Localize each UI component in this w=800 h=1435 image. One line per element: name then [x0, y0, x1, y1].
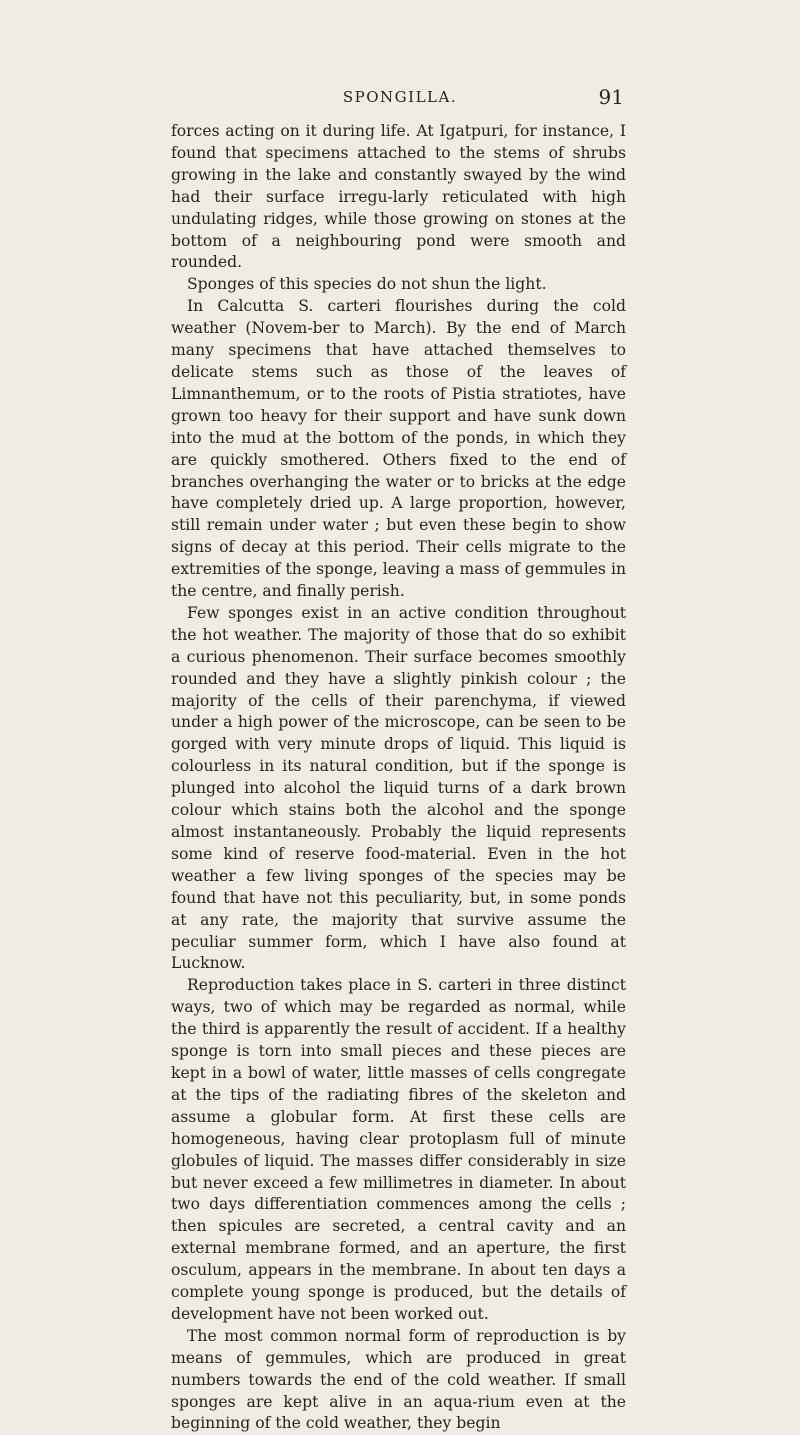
- running-head: [0, 85, 800, 110]
- page-number: 91: [598, 85, 624, 109]
- running-title: SPONGILLA.: [342, 88, 458, 106]
- paragraph: Sponges of this species do not shun the light.: [187, 275, 547, 294]
- paragraph: The most common normal form of reproduction is by means of gemmules, which are produced in great numbers towards the end of the cold weather. If small sponges are kept alive in an aqua-rium even at the beginning of the cold weather, they begin: [171, 1326, 626, 1433]
- paragraph: In Calcutta S. carteri flourishes during the cold weather (Novem-ber to March). By the end of March many specimens that have attached themselves to delicate stems such as those of the leaves of Limnanthemum, or to the roots of Pistia stratiotes, have grown too heavy for their support and have sunk down into the mud at the bottom of the ponds, in which they are quickly smothered. Others fixed to the end of branches overhanging the water or to bricks at the edge have completely dried up. A large proportion, however, still remain under water ; but even these begin to show signs of decay at this period. Their cells migrate to the extremities of the sponge, leaving a mass of gemmules in the centre, and finally perish.: [171, 297, 626, 601]
- paragraph: Few sponges exist in an active condition throughout the hot weather. The majority of those that do so exhibit a curious phenomenon. Their surface becomes smoothly rounded and they have a slightly pinkish colour ; the majority of the cells of their parenchyma, if viewed under a high power of the microscope, can be seen to be gorged with very minute drops of liquid. This liquid is colourless in its natural condition, but if the sponge is plunged into alcohol the liquid turns of a dark brown colour which stains both the alcohol and the sponge almost instantaneously. Probably the liquid represents some kind of reserve food-material. Even in the hot weather a few living sponges of the species may be found that have not this peculiarity, but, in some ponds at any rate, the majority that survive assume the peculiar summer form, which I have also found at Lucknow.: [171, 603, 626, 973]
- body-text: [171, 121, 626, 1435]
- paragraph: forces acting on it during life. At Igatpuri, for instance, I found that specimens attached to the stems of shrubs growing in the lake and constantly swayed by the wind had their surface irregu-larly reticulated with high undulating ridges, while those growing on stones at the bottom of a neighbouring pond were smooth and rounded.: [171, 122, 626, 272]
- paragraph: Reproduction takes place in S. carteri in three distinct ways, two of which may be regarded as normal, while the third is apparently the result of accident. If a healthy sponge is torn into small pieces and these pieces are kept in a bowl of water, little masses of cells congregate at the tips of the radiating fibres of the skeleton and assume a globular form. At first these cells are homogeneous, having clear protoplasm full of minute globules of liquid. The masses differ considerably in size but never exceed a few millimetres in diameter. In about two days differentiation commences among the cells ; then spicules are secreted, a central cavity and an external membrane formed, and an aperture, the first osculum, appears in the membrane. In about ten days a complete young sponge is produced, but the details of development have not been worked out.: [171, 976, 626, 1323]
